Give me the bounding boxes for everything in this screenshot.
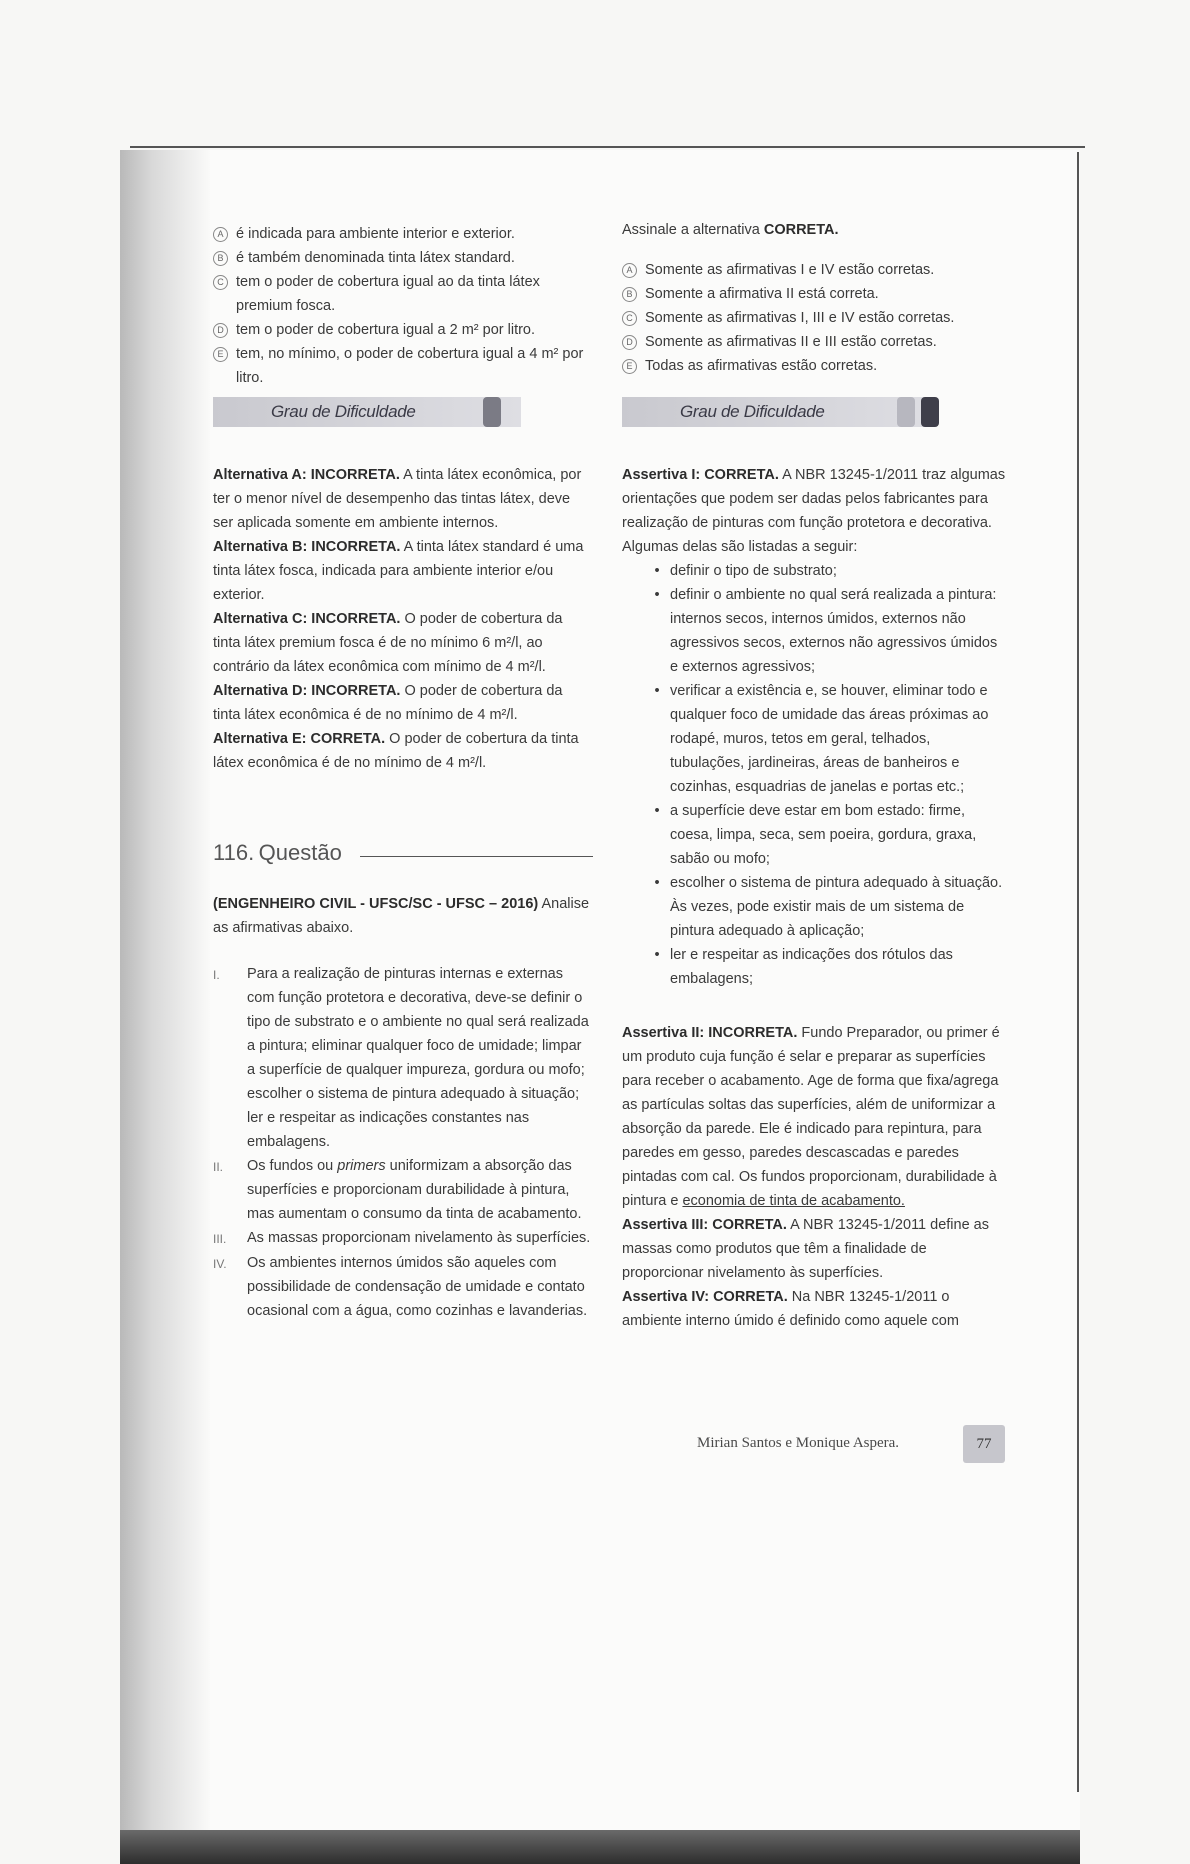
answer-b — [213, 535, 593, 607]
option-letter: C — [622, 311, 637, 326]
binding-shadow — [120, 150, 210, 1850]
statement-i — [213, 962, 593, 1154]
bullet-icon: • — [654, 587, 660, 603]
right-options — [622, 218, 1007, 378]
assertiva-head: Assertiva IV: CORRETA. — [622, 1289, 788, 1305]
question-title — [213, 840, 593, 866]
answer-text: A tinta látex standard é uma tinta látex fosca, indicada para ambiente interior e/ou exterior. — [213, 539, 584, 603]
answer-text: O poder de cobertura da tinta látex premium fosca é de no mínimo 6 m²/l, ao contrário da látex econômica com mínimo de 4 m²/l. — [213, 611, 563, 675]
option-letter: E — [622, 359, 637, 374]
question-rule — [360, 856, 593, 857]
option-letter: C — [213, 275, 228, 290]
option-text: Somente as afirmativas I, III e IV estão corretas. — [645, 310, 955, 326]
option-letter: B — [622, 287, 637, 302]
statement-text-part: Os fundos ou — [247, 1158, 338, 1174]
difficulty-label: Grau de Dificuldade — [680, 402, 825, 421]
assertiva-head: Assertiva II: INCORRETA. — [622, 1025, 798, 1041]
statement-ii — [213, 1154, 593, 1226]
list-item-text: definir o ambiente no qual será realizada a pintura: internos secos, internos úmidos, externos não agressivos secos, externos não agressivos úmidos e externos agressivos; — [670, 587, 998, 675]
page-number: 77 — [963, 1425, 1005, 1463]
option-letter: D — [622, 335, 637, 350]
option-letter: B — [213, 251, 228, 266]
statement-iii — [213, 1226, 593, 1251]
bullet-icon: • — [654, 563, 660, 579]
assertiva-text: Na NBR 13245-1/2011 o ambiente interno úmido é definido como aquele com — [622, 1289, 959, 1329]
option-letter: D — [213, 323, 228, 338]
list-item-text: escolher o sistema de pintura adequado à situação. Às vezes, pode existir mais de um sistema de pintura adequado à aplicação; — [670, 875, 1003, 939]
statement-number: I. — [213, 968, 220, 982]
statement-text-part: uniformizam a absorção das superfícies e proporcionam durabilidade à pintura, mas aumentam o consumo da tinta de acabamento. — [247, 1158, 582, 1222]
bullet-icon: • — [654, 803, 660, 819]
answer-c — [213, 607, 593, 679]
option-text: é indicada para ambiente interior e exterior. — [236, 226, 515, 242]
assertiva-iv — [622, 1285, 1007, 1333]
top-rule — [130, 146, 1085, 148]
difficulty-bar-right — [622, 397, 935, 427]
assertiva-underlined: economia de tinta de acabamento. — [682, 1193, 905, 1209]
option-letter: E — [213, 347, 228, 362]
answer-a — [213, 463, 593, 535]
statement-number: II. — [213, 1160, 224, 1174]
option-text: Todas as afirmativas estão corretas. — [645, 358, 878, 374]
statement-text: Para a realização de pinturas internas e externas com função protetora e decorativa, deve-se definir o tipo de substrato e o ambiente no qual será realizada a pintura; eliminar qualquer foco de umidade; limpar a superfície de qualquer impureza, gordura ou mofo; escolher o sistema de pintura adequado à situação; ler e respeitar as indicações constantes nas embalagens. — [247, 966, 589, 1150]
option-e — [213, 342, 593, 390]
statement-text-italic: primers — [337, 1158, 386, 1174]
option-text: Somente a afirmativa II está correta. — [645, 286, 879, 302]
bullet-icon: • — [654, 683, 660, 699]
option-a — [622, 258, 1007, 282]
left-options — [213, 222, 593, 390]
bottom-edge — [120, 1830, 1080, 1864]
option-d — [622, 330, 1007, 354]
option-text: tem, no mínimo, o poder de cobertura igual a 4 m² por litro. — [236, 346, 584, 386]
question-body — [213, 892, 593, 1323]
option-c — [213, 270, 593, 318]
prompt-bold: CORRETA. — [763, 222, 839, 238]
left-answers — [213, 463, 593, 775]
right-rule — [1077, 152, 1079, 1792]
list-item — [652, 799, 1007, 871]
source-bold: (ENGENHEIRO CIVIL - UFSC/SC - UFSC – 2016) — [213, 896, 539, 912]
difficulty-label: Grau de Dificuldade — [271, 402, 416, 421]
assertiva-text: A NBR 13245-1/2011 define as massas como produtos que têm a finalidade de proporcionar nivelamento às superfícies. — [622, 1217, 989, 1281]
statement-number: IV. — [213, 1257, 227, 1271]
difficulty-level-icon — [897, 397, 915, 427]
prompt — [622, 218, 1007, 242]
bullet-icon: • — [654, 947, 660, 963]
statement-text: As massas proporcionam nivelamento às superfícies. — [247, 1230, 591, 1246]
list-item-text: ler e respeitar as indicações dos rótulos das embalagens; — [670, 947, 953, 987]
bullet-list — [622, 559, 1007, 991]
difficulty-bar-left — [213, 397, 521, 427]
answer-head: Alternativa D: INCORRETA. — [213, 683, 401, 699]
answer-head: Alternativa A: INCORRETA. — [213, 467, 400, 483]
right-answers — [622, 463, 1007, 1333]
option-text: é também denominada tinta látex standard. — [236, 250, 515, 266]
option-e — [622, 354, 1007, 378]
option-text: Somente as afirmativas II e III estão corretas. — [645, 334, 937, 350]
list-item — [652, 583, 1007, 679]
option-letter: A — [213, 227, 228, 242]
assertiva-head: Assertiva I: CORRETA. — [622, 467, 779, 483]
statement-text: Os ambientes internos úmidos são aqueles com possibilidade de condensação de umidade e contato ocasional com a água, como cozinhas e lavanderias. — [247, 1255, 588, 1319]
option-text: Somente as afirmativas I e IV estão corretas. — [645, 262, 935, 278]
prompt-text: Assinale a alternativa — [622, 222, 764, 238]
question-heading — [213, 840, 342, 866]
answer-e — [213, 727, 593, 775]
option-b — [213, 246, 593, 270]
statement-text — [247, 1154, 593, 1226]
list-item-text: verificar a existência e, se houver, eliminar todo e qualquer foco de umidade das áreas próximas ao rodapé, muros, tetos em geral, telhados, tubulações, jardineiras, áreas de banheiros e cozinhas, esquadrias de janelas e portas etc.; — [670, 683, 989, 795]
option-b — [622, 282, 1007, 306]
option-c — [622, 306, 1007, 330]
answer-text: O poder de cobertura da tinta látex econômica é de no mínimo de 4 m²/l. — [213, 731, 579, 771]
assertiva-ii — [622, 1021, 1007, 1213]
option-letter: A — [622, 263, 637, 278]
option-text: tem o poder de cobertura igual a 2 m² por litro. — [236, 322, 536, 338]
question-source — [213, 892, 593, 940]
bullet-icon: • — [654, 875, 660, 891]
list-item — [652, 679, 1007, 799]
difficulty-level-icon — [483, 397, 501, 427]
statement-number: III. — [213, 1232, 227, 1246]
list-item — [652, 559, 1007, 583]
footer-author: Mirian Santos e Monique Aspera. — [697, 1435, 900, 1451]
assertiva-text: Fundo Preparador, ou primer é um produto cuja função é selar e preparar as superfícies para receber o acabamento. Age de forma que fixa/agrega as partículas soltas das superfícies, além de uniformizar a absorção da parede. Ele é indicado para repintura, para paredes em gesso, paredes descascadas e paredes pintadas com cal. Os fundos proporcionam, durabilidade à pintura e — [622, 1025, 1000, 1209]
list-item-text: definir o tipo de substrato; — [670, 563, 837, 579]
answer-head: Alternativa C: INCORRETA. — [213, 611, 401, 627]
difficulty-level-icon — [921, 397, 939, 427]
question-number: 116. — [213, 840, 255, 865]
assertiva-iii — [622, 1213, 1007, 1285]
option-d — [213, 318, 593, 342]
source-text: Analise as afirmativas abaixo. — [213, 896, 590, 936]
answer-text: O poder de cobertura da tinta látex econômica é de no mínimo de 4 m²/l. — [213, 683, 563, 723]
list-item — [652, 943, 1007, 991]
assertiva-head: Assertiva III: CORRETA. — [622, 1217, 787, 1233]
question-word: Questão — [258, 840, 342, 865]
answer-d — [213, 679, 593, 727]
option-text: tem o poder de cobertura igual ao da tinta látex premium fosca. — [236, 274, 540, 314]
assertiva-text: A NBR 13245-1/2011 traz algumas orientações que podem ser dadas pelos fabricantes para realização de pinturas com função protetora e decorativa. Algumas delas são listadas a seguir: — [622, 467, 1006, 555]
assertiva-i — [622, 463, 1007, 559]
option-a — [213, 222, 593, 246]
answer-text: A tinta látex econômica, por ter o menor nível de desempenho das tintas látex, deve ser aplicada somente em ambiente internos. — [213, 467, 582, 531]
answer-head: Alternativa B: INCORRETA. — [213, 539, 401, 555]
statement-iv — [213, 1251, 593, 1323]
answer-head: Alternativa E: CORRETA. — [213, 731, 386, 747]
list-item — [652, 871, 1007, 943]
list-item-text: a superfície deve estar em bom estado: firme, coesa, limpa, seca, sem poeira, gordura, graxa, sabão ou mofo; — [670, 803, 977, 867]
